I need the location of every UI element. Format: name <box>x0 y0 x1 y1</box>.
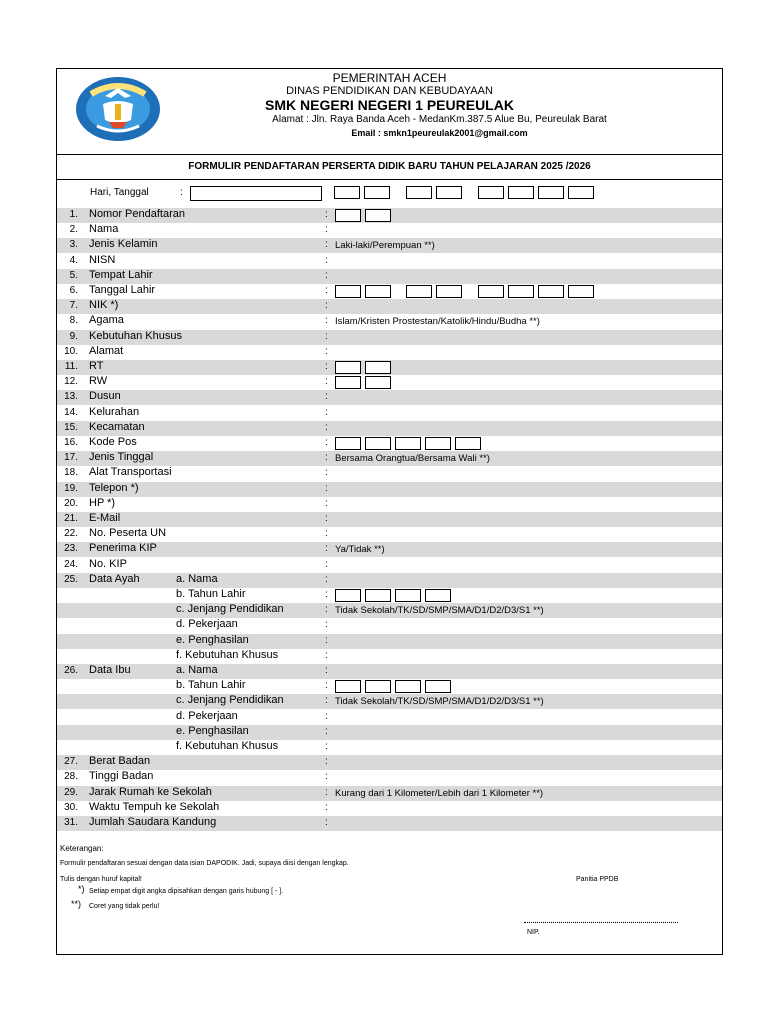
digit-box[interactable] <box>365 589 391 602</box>
form-row <box>57 299 722 314</box>
row-number: 17. <box>64 452 78 464</box>
field-label: Nama <box>89 223 119 236</box>
date-label: Hari, Tanggal <box>90 187 149 198</box>
field-value[interactable]: Tidak Sekolah/TK/SD/SMP/SMA/D1/D2/D3/S1 **) <box>335 696 544 708</box>
signature-line <box>524 922 678 923</box>
note-mark: **) <box>71 899 82 909</box>
row-number: 25. <box>64 573 78 585</box>
field-label: NISN <box>89 253 116 266</box>
digit-box[interactable] <box>335 285 361 298</box>
form-row <box>57 786 722 801</box>
form-row <box>57 679 722 694</box>
form-row <box>57 816 722 831</box>
digit-box[interactable] <box>335 376 361 389</box>
day-input[interactable] <box>190 186 322 201</box>
field-colon: : <box>325 528 328 540</box>
digit-box[interactable] <box>335 437 361 450</box>
form-page <box>56 68 723 955</box>
field-colon: : <box>325 239 328 251</box>
field-colon: : <box>325 269 328 281</box>
field-colon: : <box>325 437 328 448</box>
form-row <box>57 558 722 573</box>
digit-box[interactable] <box>406 285 432 298</box>
sub-field-label: f. Kebutuhan Khusus <box>176 648 279 661</box>
form-row <box>57 664 722 679</box>
digit-box[interactable] <box>335 361 361 374</box>
field-colon: : <box>325 665 328 676</box>
field-label: Alamat <box>89 344 124 357</box>
form-row <box>57 421 722 436</box>
field-label: RW <box>89 375 108 388</box>
field-colon: : <box>325 497 328 509</box>
form-row <box>57 755 722 770</box>
form-row <box>57 588 722 603</box>
sub-field-label: a. Nama <box>176 664 218 676</box>
sub-field-label: c. Jenjang Pendidikan <box>176 603 284 616</box>
field-colon: : <box>325 330 328 342</box>
row-number: 3. <box>69 239 78 251</box>
field-colon: : <box>325 376 328 388</box>
form-row <box>57 360 722 375</box>
sub-field-label: d. Pekerjaan <box>176 618 238 631</box>
field-colon: : <box>325 756 328 768</box>
form-row <box>57 314 722 329</box>
field-label: Jarak Rumah ke Sekolah <box>89 785 212 798</box>
digit-box[interactable] <box>365 209 391 222</box>
note-line: Setiap empat digit angka dipisahkan dengan garis hubung [ - ]. <box>89 888 284 895</box>
form-row <box>57 512 722 527</box>
field-colon: : <box>325 649 328 661</box>
row-number: 6. <box>69 285 78 296</box>
agency-name: DINAS PENDIDIKAN DAN KEBUDAYAAN <box>286 85 493 97</box>
field-colon: : <box>325 406 328 418</box>
row-number: 14. <box>64 406 78 418</box>
year-box[interactable] <box>538 186 564 199</box>
row-number: 28. <box>64 771 78 783</box>
field-colon: : <box>325 345 328 357</box>
field-label: Jenis Kelamin <box>89 238 158 251</box>
digit-box[interactable] <box>425 437 451 450</box>
field-colon: : <box>325 634 328 646</box>
sub-field-label: b. Tahun Lahir <box>176 679 246 692</box>
row-number: 26. <box>64 665 78 676</box>
row-number: 24. <box>64 558 78 570</box>
field-label: NIK *) <box>89 299 119 312</box>
row-number: 16. <box>64 437 78 448</box>
field-colon: : <box>325 573 328 585</box>
field-colon: : <box>325 482 328 494</box>
digit-box[interactable] <box>395 589 421 602</box>
field-label: Penerima KIP <box>89 542 157 555</box>
government-name: PEMERINTAH ACEH <box>332 71 447 85</box>
row-number: 12. <box>64 376 78 388</box>
field-colon: : <box>325 300 328 312</box>
form-row <box>57 618 722 633</box>
digit-box[interactable] <box>365 361 391 374</box>
row-number: 4. <box>69 254 78 266</box>
form-row <box>57 634 722 649</box>
form-row <box>57 269 722 284</box>
field-colon: : <box>325 558 328 570</box>
form-row <box>57 573 722 588</box>
digit-box[interactable] <box>436 285 462 298</box>
row-number: 18. <box>64 467 78 479</box>
year-box[interactable] <box>478 186 504 199</box>
field-colon: : <box>325 543 328 555</box>
row-number: 9. <box>69 330 78 342</box>
form-row <box>57 254 722 269</box>
field-value[interactable]: Tidak Sekolah/TK/SD/SMP/SMA/D1/D2/D3/S1 **) <box>335 605 544 617</box>
row-number: 22. <box>64 528 78 540</box>
form-row <box>57 390 722 405</box>
field-colon: : <box>325 224 328 236</box>
form-row <box>57 649 722 664</box>
form-row <box>57 436 722 451</box>
field-label: Kode Pos <box>89 436 137 448</box>
form-row <box>57 497 722 512</box>
digit-box[interactable] <box>425 680 451 693</box>
year-box[interactable] <box>508 186 534 199</box>
digit-box[interactable] <box>365 376 391 389</box>
row-number: 29. <box>64 786 78 798</box>
sub-field-label: e. Penghasilan <box>176 724 249 737</box>
field-colon: : <box>325 315 328 327</box>
form-row <box>57 345 722 360</box>
field-colon: : <box>325 771 328 783</box>
field-colon: : <box>325 801 328 813</box>
field-label: Kecamatan <box>89 420 145 433</box>
row-number: 19. <box>64 482 78 494</box>
form-row <box>57 375 722 390</box>
row-number: 10. <box>64 345 78 357</box>
field-colon: : <box>325 786 328 798</box>
field-label: Kebutuhan Khusus <box>89 329 182 342</box>
digit-box[interactable] <box>365 680 391 693</box>
form-row <box>57 694 722 709</box>
field-value[interactable]: Kurang dari 1 Kilometer/Lebih dari 1 Kilometer **) <box>335 787 544 799</box>
digit-box[interactable] <box>335 209 361 222</box>
row-number: 13. <box>64 391 78 403</box>
field-label: Telepon *) <box>89 481 139 494</box>
form-row <box>57 451 722 466</box>
form-row <box>57 466 722 481</box>
field-label: Nomor Pendaftaran <box>89 208 185 220</box>
field-colon: : <box>325 725 328 737</box>
form-row <box>57 284 722 299</box>
field-colon: : <box>325 695 328 707</box>
field-label: HP *) <box>89 496 116 509</box>
field-label: RT <box>89 360 104 372</box>
field-label: Alat Transportasi <box>89 466 172 479</box>
form-row <box>57 801 722 816</box>
field-colon: : <box>325 817 328 828</box>
field-label: No. KIP <box>89 557 127 570</box>
form-row <box>57 740 722 755</box>
field-colon: : <box>325 452 328 464</box>
row-number: 21. <box>64 513 78 524</box>
field-colon: : <box>325 619 328 631</box>
field-label: Data Ibu <box>89 664 131 676</box>
digit-box[interactable] <box>365 285 391 298</box>
date-colon: : <box>180 187 183 198</box>
nip-label: NIP. <box>527 929 540 936</box>
form-row <box>57 603 722 618</box>
committee-label: Panitia PPDB <box>576 876 619 883</box>
form-row <box>57 542 722 557</box>
note-line: Formulir pendaftaran sesuai dengan data isian DAPODIK. Jadi, supaya diisi dengan lengkap. <box>60 860 349 867</box>
field-colon: : <box>325 741 328 752</box>
field-label: Dusun <box>89 390 121 403</box>
digit-box[interactable] <box>425 589 451 602</box>
field-colon: : <box>325 589 328 600</box>
date-row <box>57 181 722 205</box>
form-row <box>57 482 722 497</box>
field-label: Kelurahan <box>89 405 140 418</box>
row-number: 15. <box>64 421 78 433</box>
sub-field-label: a. Nama <box>176 572 218 585</box>
field-colon: : <box>325 285 328 296</box>
school-address: Alamat : Jln. Raya Banda Aceh - MedanKm.387.5 Alue Bu, Peureulak Barat <box>272 114 607 125</box>
form-row <box>57 527 722 542</box>
field-colon: : <box>325 710 328 722</box>
note-line: Tulis dengan huruf kapital! <box>60 876 142 883</box>
field-label: E-Mail <box>89 512 121 524</box>
year-box[interactable] <box>568 186 594 199</box>
digit-box[interactable] <box>335 680 361 693</box>
form-row <box>57 725 722 740</box>
sub-field-label: e. Penghasilan <box>176 633 249 646</box>
field-label: Waktu Tempuh ke Sekolah <box>89 800 220 813</box>
field-label: Tinggi Badan <box>89 770 154 783</box>
field-colon: : <box>325 391 328 403</box>
date-box[interactable] <box>364 186 390 199</box>
field-value[interactable]: Bersama Orangtua/Bersama Wali **) <box>335 453 490 465</box>
field-label: Agama <box>89 314 124 327</box>
field-colon: : <box>325 467 328 479</box>
row-number: 7. <box>69 300 78 312</box>
field-label: Tanggal Lahir <box>89 284 156 296</box>
row-number: 27. <box>64 756 78 768</box>
form-row <box>57 406 722 421</box>
row-number: 1. <box>69 209 78 220</box>
row-number: 11. <box>64 361 78 372</box>
field-label: Data Ayah <box>89 572 140 585</box>
form-title: FORMULIR PENDAFTARAN PERSERTA DIDIK BARU TAHUN PELAJARAN 2025 /2026 <box>57 154 722 180</box>
digit-box[interactable] <box>508 285 534 298</box>
field-colon: : <box>325 254 328 266</box>
digit-box[interactable] <box>395 437 421 450</box>
sub-field-label: b. Tahun Lahir <box>176 588 246 600</box>
field-label: Berat Badan <box>89 755 151 768</box>
field-colon: : <box>325 361 328 372</box>
sub-field-label: f. Kebutuhan Khusus <box>176 740 279 752</box>
digit-box[interactable] <box>395 680 421 693</box>
digit-box[interactable] <box>335 589 361 602</box>
field-label: Tempat Lahir <box>89 268 153 281</box>
field-label: Jumlah Saudara Kandung <box>89 816 217 828</box>
form-row <box>57 208 722 223</box>
form-row <box>57 710 722 725</box>
digit-box[interactable] <box>455 437 481 450</box>
field-colon: : <box>325 421 328 433</box>
note-line: Coret yang tidak perlu! <box>89 903 160 910</box>
field-value[interactable]: Islam/Kristen Prostestan/Katolik/Hindu/Budha **) <box>335 316 540 328</box>
form-row <box>57 770 722 785</box>
row-number: 2. <box>69 224 78 236</box>
digit-box[interactable] <box>478 285 504 298</box>
field-label: No. Peserta UN <box>89 527 167 540</box>
row-number: 30. <box>64 801 78 813</box>
row-number: 5. <box>69 269 78 281</box>
school-email: Email : smkn1peureulak2001@gmail.com <box>351 128 528 138</box>
row-number: 31. <box>64 817 78 828</box>
field-colon: : <box>325 209 328 220</box>
field-label: Jenis Tinggal <box>89 451 154 464</box>
date-box[interactable] <box>334 186 360 199</box>
field-value[interactable]: Laki-laki/Perempuan **) <box>335 240 435 252</box>
field-colon: : <box>325 513 328 524</box>
field-value[interactable]: Ya/Tidak **) <box>335 544 385 556</box>
row-number: 8. <box>69 315 78 327</box>
digit-box[interactable] <box>538 285 564 298</box>
form-row <box>57 238 722 253</box>
form-row <box>57 330 722 345</box>
digit-box[interactable] <box>568 285 594 298</box>
school-name: SMK NEGERI NEGERI 1 PEUREULAK <box>265 97 514 113</box>
sub-field-label: d. Pekerjaan <box>176 709 238 722</box>
note-mark: *) <box>78 884 85 894</box>
sub-field-label: c. Jenjang Pendidikan <box>176 694 284 707</box>
digit-box[interactable] <box>365 437 391 450</box>
letterhead <box>57 69 722 155</box>
field-colon: : <box>325 680 328 692</box>
month-box[interactable] <box>436 186 462 199</box>
row-number: 20. <box>64 497 78 509</box>
notes-heading: Keterangan: <box>60 844 104 853</box>
row-number: 23. <box>64 543 78 555</box>
field-colon: : <box>325 604 328 616</box>
month-box[interactable] <box>406 186 432 199</box>
form-row <box>57 223 722 238</box>
